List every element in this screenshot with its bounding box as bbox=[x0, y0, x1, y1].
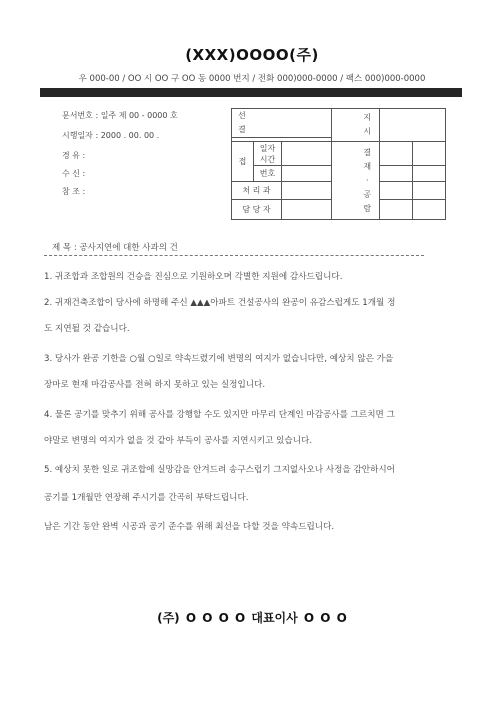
paragraph-2-line-2: 도 지연될 것 같습니다. bbox=[44, 324, 130, 334]
doc-number: 문서번호 : 일주 제 00 - 0000 호 bbox=[62, 111, 178, 120]
paragraph-6: 남은 기간 동안 완벽 시공과 공기 준수를 위해 최선을 다할 것을 약속드립니다. bbox=[44, 522, 335, 532]
decision-cell: 결 재 · 공 람 bbox=[356, 142, 380, 220]
paragraph-5-line-1: 5. 예상치 못한 일로 귀조합에 실망감을 안겨드려 송구스럽기 그지없사오나 사정을 감안하시어 bbox=[44, 465, 395, 475]
header-divider-bar bbox=[40, 88, 462, 97]
issue-date: 시행일자 : 2000 . 00. 00 . bbox=[62, 131, 160, 140]
signature-line: (주) O O O O 대표이사 O O O bbox=[157, 611, 347, 625]
company-address: 우 000-00 / OO 시 OO 구 OO 동 0000 번지 / 전화 000)000-0000 / 팩스 000)000-0000 bbox=[78, 74, 426, 84]
receipt-cell: 접 bbox=[232, 142, 254, 182]
person-in-charge-label: 담 당 자 bbox=[232, 200, 282, 220]
paragraph-4-line-1: 4. 물론 공기를 맞추기 위해 공사를 강행할 수도 있지만 마무리 단계인 마감공사를 그르치면 그 bbox=[44, 410, 395, 420]
company-title: (XXX)OOOO(주) bbox=[185, 46, 319, 64]
subject-line: 제 목 : 공사지연에 대한 사과의 건 bbox=[52, 243, 178, 253]
process-dept-label: 처 리 과 bbox=[232, 182, 282, 200]
paragraph-3-line-1: 3. 당사가 완공 기한을 ○월 ○일로 약속드렸기에 변명의 여지가 없습니다만, 예상치 않은 가을 bbox=[44, 354, 394, 364]
receipt-no-label: 번호 bbox=[254, 166, 282, 182]
reference-line: 참 조 : bbox=[62, 187, 86, 196]
receipt-date-label: 일자 시간 bbox=[254, 142, 282, 166]
paragraph-1: 1. 귀조합과 조합원의 건승을 진심으로 기원하오며 각별한 지원에 감사드립니다. bbox=[44, 272, 343, 282]
instruction-cell: 지 시 bbox=[356, 109, 380, 142]
paragraph-4-line-2: 야말로 변명의 여지가 없을 것 같아 부득이 공사를 지연시키고 있습니다. bbox=[44, 436, 313, 446]
subject-divider bbox=[44, 255, 424, 256]
paragraph-2-line-1: 2. 귀재건축조합이 당사에 하명해 주신 ▲▲▲아파트 건설공사의 완공이 유감스럽게도 1개월 정 bbox=[44, 298, 396, 308]
via-line: 경 유 : bbox=[62, 151, 86, 160]
recipient-line: 수 신 : bbox=[62, 169, 86, 178]
paragraph-5-line-2: 공기를 1개월만 연장해 주시기를 간곡히 부탁드립니다. bbox=[44, 493, 249, 503]
paragraph-3-line-2: 장마로 현재 마감공사를 전혀 하지 못하고 있는 실정입니다. bbox=[44, 380, 266, 390]
reception-cell: 선 결 bbox=[232, 109, 332, 138]
approval-table bbox=[231, 108, 446, 220]
